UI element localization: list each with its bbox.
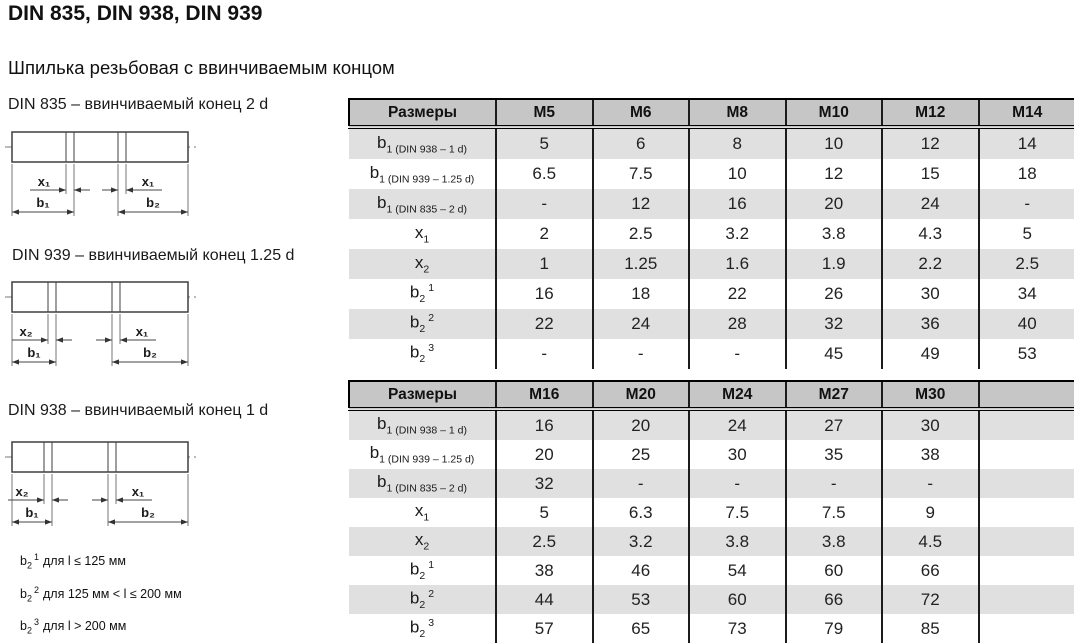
table-cell: 7.5 (593, 159, 690, 189)
table-cell: - (593, 339, 690, 369)
table-cell: 7.5 (689, 498, 786, 527)
size-column-header: M20 (593, 381, 690, 409)
table-cell: 3.8 (786, 527, 883, 556)
footnote (20, 617, 182, 636)
stud-drawing-din939 (4, 270, 336, 370)
dimension-column-header: Размеры (349, 381, 496, 409)
table-cell (979, 614, 1074, 643)
footnote-sup: 1 (33, 552, 39, 562)
size-column-header: M24 (689, 381, 786, 409)
table-head (349, 381, 1074, 409)
table-cell: 36 (882, 309, 979, 339)
table-cell: 16 (496, 279, 593, 309)
header-row (349, 381, 1074, 409)
table-cell: 26 (786, 279, 883, 309)
table-cell: 72 (882, 585, 979, 614)
table-row (349, 127, 1074, 159)
size-column-header (979, 381, 1074, 409)
table-row (349, 309, 1074, 339)
footnote-base: b (20, 586, 27, 601)
row-label-base: b (409, 283, 420, 303)
table-cell: 3.2 (689, 219, 786, 249)
table-cell: 85 (882, 614, 979, 643)
size-column-header: M27 (786, 381, 883, 409)
dim-label-left-x: x₁ (37, 174, 51, 189)
row-label-sub: 2 (423, 540, 430, 553)
table-row (349, 498, 1074, 527)
table-row (349, 585, 1074, 614)
table-cell: 30 (882, 409, 979, 440)
table-cell: 2.2 (882, 249, 979, 279)
row-label (349, 127, 496, 159)
footnote-sub: 2 (26, 625, 32, 636)
arrowhead (12, 519, 19, 524)
table-cell: 6.5 (496, 159, 593, 189)
table-cell: 18 (979, 159, 1074, 189)
row-label-sup: 1 (428, 282, 435, 295)
footnote-text: для l > 200 мм (42, 619, 127, 634)
table-cell: 24 (593, 309, 690, 339)
table-cell: 25 (593, 440, 690, 469)
table-cell: 18 (593, 279, 690, 309)
table-cell: 27 (786, 409, 883, 440)
table-cell: 5 (496, 498, 593, 527)
arrowhead (12, 359, 19, 364)
table-cell: 60 (786, 556, 883, 585)
arrowhead (56, 337, 63, 342)
size-column-header: M5 (496, 99, 593, 127)
footnote-base: b (20, 619, 27, 634)
row-label-sub: 1 (DIN 938 – 1 d) (386, 424, 467, 437)
stud-body (12, 132, 188, 162)
arrowhead (116, 497, 123, 502)
table-cell: 6.3 (593, 498, 690, 527)
row-label-sup: 3 (428, 342, 435, 355)
row-label-base: b (409, 559, 420, 579)
row-label-base: x (414, 501, 424, 521)
table-cell (979, 585, 1074, 614)
dim-label-b2: b₂ (143, 345, 157, 360)
table-cell: 49 (882, 339, 979, 369)
table-body (349, 409, 1074, 643)
row-label-base: x (414, 530, 424, 550)
table-cell: 53 (593, 585, 690, 614)
row-label-sup: 3 (428, 616, 435, 629)
row-label (349, 279, 496, 309)
stud-drawing-din835 (4, 120, 336, 220)
arrowhead (118, 209, 125, 214)
dim-label-b2: b₂ (141, 505, 155, 520)
row-label-sub: 2 (419, 293, 426, 306)
arrowhead (52, 497, 59, 502)
row-label-sub: 2 (419, 323, 426, 336)
table-cell: - (689, 469, 786, 498)
row-label-sub: 1 (423, 511, 430, 524)
row-label-sub: 1 (DIN 939 – 1.25 d) (379, 173, 475, 186)
table-head (349, 99, 1074, 127)
footnote-sup: 3 (33, 617, 39, 628)
row-label-sub: 1 (423, 233, 430, 246)
table-cell (979, 498, 1074, 527)
table-cell: 53 (979, 339, 1074, 369)
row-label (349, 498, 496, 527)
table-din-sizes-m16-m30 (348, 380, 1074, 643)
table-cell: - (496, 339, 593, 369)
arrowhead (74, 187, 81, 192)
table-cell: 4.5 (882, 527, 979, 556)
table-cell: 2.5 (979, 249, 1074, 279)
table-cell: 20 (786, 189, 883, 219)
row-label-sub: 2 (419, 570, 426, 583)
header-row (349, 99, 1074, 127)
table-row (349, 469, 1074, 498)
table-row (349, 189, 1074, 219)
row-label-base: b (376, 414, 387, 434)
table-row (349, 527, 1074, 556)
table-cell: 44 (496, 585, 593, 614)
row-label (349, 249, 496, 279)
row-label-sub: 2 (419, 628, 426, 641)
row-label-sup: 2 (428, 587, 435, 600)
table-cell: - (979, 189, 1074, 219)
row-label-base: b (376, 192, 387, 212)
row-label-sub: 1 (DIN 938 – 1 d) (386, 143, 467, 156)
table-cell: - (786, 469, 883, 498)
table-cell: 15 (882, 159, 979, 189)
table-cell: 32 (496, 469, 593, 498)
row-label (349, 189, 496, 219)
table-cell: 2.5 (593, 219, 690, 249)
dimension-column-header: Размеры (349, 99, 496, 127)
stud-body (12, 282, 188, 312)
size-column-header: M12 (882, 99, 979, 127)
footnote-sup: 2 (33, 584, 39, 595)
table-cell: - (496, 189, 593, 219)
size-column-header: M30 (882, 381, 979, 409)
arrowhead (181, 209, 188, 214)
row-label (349, 556, 496, 585)
arrowhead (101, 497, 108, 502)
arrowhead (126, 187, 133, 192)
table-cell: 2.5 (496, 527, 593, 556)
table-cell: 20 (496, 440, 593, 469)
table-cell (979, 556, 1074, 585)
row-label-base: b (409, 588, 420, 608)
arrowhead (45, 519, 52, 524)
table-row (349, 279, 1074, 309)
table-cell: 30 (689, 440, 786, 469)
footnote-base: b (20, 554, 27, 569)
row-label (349, 440, 496, 469)
table-cell: 2 (496, 219, 593, 249)
arrowhead (181, 359, 188, 364)
table-row (349, 409, 1074, 440)
dim-label-left-x: x₂ (19, 324, 33, 339)
row-label-sup: 2 (428, 312, 435, 325)
row-label-sub: 1 (DIN 939 – 1.25 d) (379, 453, 475, 466)
table-row (349, 159, 1074, 189)
table-body (349, 127, 1074, 369)
row-label-base: b (409, 617, 420, 637)
arrowhead (59, 187, 66, 192)
size-column-header: M14 (979, 99, 1074, 127)
row-label-base: b (369, 443, 380, 463)
table-row (349, 339, 1074, 369)
table-cell (979, 527, 1074, 556)
table-cell: 73 (689, 614, 786, 643)
table-cell: 1 (496, 249, 593, 279)
table-cell (979, 440, 1074, 469)
table-cell: 34 (979, 279, 1074, 309)
row-label-base: b (409, 313, 420, 333)
row-label (349, 339, 496, 369)
table-cell: 35 (786, 440, 883, 469)
table-cell: 66 (786, 585, 883, 614)
row-label-base: b (376, 472, 387, 492)
footnotes (20, 552, 182, 643)
dim-label-right-x: x₁ (131, 484, 145, 499)
table-cell: 1.9 (786, 249, 883, 279)
table-cell: 38 (882, 440, 979, 469)
dim-label-b1: b₁ (25, 505, 39, 520)
table-cell: 10 (786, 127, 883, 159)
table-cell: 1.25 (593, 249, 690, 279)
row-label (349, 409, 496, 440)
table-cell: 45 (786, 339, 883, 369)
table-cell: 5 (496, 127, 593, 159)
table-cell: 22 (496, 309, 593, 339)
section-label-din938: DIN 938 – ввинчиваемый конец 1 d (8, 402, 269, 419)
table-row (349, 614, 1074, 643)
table-cell: 57 (496, 614, 593, 643)
dim-label-b1: b₁ (36, 195, 50, 210)
arrowhead (181, 519, 188, 524)
row-label (349, 159, 496, 189)
footnote (20, 585, 182, 604)
table-cell: - (593, 469, 690, 498)
arrowhead (105, 337, 112, 342)
table-cell: 14 (979, 127, 1074, 159)
arrowhead (112, 359, 119, 364)
footnote-sub: 2 (26, 560, 32, 571)
table-row (349, 556, 1074, 585)
arrowhead (108, 519, 115, 524)
dim-label-b1: b₁ (27, 345, 41, 360)
row-label (349, 469, 496, 498)
table-cell: 30 (882, 279, 979, 309)
table-cell: 38 (496, 556, 593, 585)
row-label (349, 309, 496, 339)
section-label-din835: DIN 835 – ввинчиваемый конец 2 d (8, 96, 269, 113)
table-cell: 16 (689, 189, 786, 219)
table-cell: 12 (882, 127, 979, 159)
table-cell: 9 (882, 498, 979, 527)
table-cell: 3.8 (689, 527, 786, 556)
table-cell: 28 (689, 309, 786, 339)
section-label-din939: DIN 939 – ввинчиваемый конец 1.25 d (12, 247, 295, 264)
row-label-sub: 1 (DIN 835 – 2 d) (386, 482, 467, 495)
dim-label-left-x: x₂ (15, 484, 29, 499)
table-cell: 10 (689, 159, 786, 189)
dim-label-right-x: x₁ (135, 324, 149, 339)
table-cell: - (882, 469, 979, 498)
table-cell: 32 (786, 309, 883, 339)
arrowhead (41, 337, 48, 342)
page-title: DIN 835, DIN 938, DIN 939 (8, 2, 263, 25)
table-cell: 1.6 (689, 249, 786, 279)
table-cell: 46 (593, 556, 690, 585)
table-cell: 60 (689, 585, 786, 614)
arrowhead (37, 497, 44, 502)
table-cell: 66 (882, 556, 979, 585)
page-subtitle: Шпилька резьбовая с ввинчиваемым концом (8, 57, 395, 78)
arrowhead (120, 337, 127, 342)
table-cell: 8 (689, 127, 786, 159)
row-label-base: b (376, 132, 387, 152)
table-cell: 3.8 (786, 219, 883, 249)
row-label (349, 527, 496, 556)
table-cell: 3.2 (593, 527, 690, 556)
table-cell: 24 (882, 189, 979, 219)
row-label-sup: 1 (428, 558, 435, 571)
table-cell: 16 (496, 409, 593, 440)
row-label-sub: 1 (DIN 835 – 2 d) (386, 203, 467, 216)
table-row (349, 249, 1074, 279)
arrowhead (111, 187, 118, 192)
table-cell: 79 (786, 614, 883, 643)
row-label-base: x (414, 222, 424, 242)
table-cell: 54 (689, 556, 786, 585)
table-cell: 22 (689, 279, 786, 309)
stud-drawing-din938 (4, 430, 336, 530)
table-cell: 12 (786, 159, 883, 189)
table-cell: 5 (979, 219, 1074, 249)
table-cell (979, 409, 1074, 440)
table-cell: 6 (593, 127, 690, 159)
table-cell: 65 (593, 614, 690, 643)
table-cell: 12 (593, 189, 690, 219)
row-label (349, 585, 496, 614)
row-label-base: x (414, 252, 424, 272)
footnote (20, 552, 182, 571)
table-cell: 7.5 (786, 498, 883, 527)
table-din-sizes-m5-m14 (348, 98, 1074, 369)
row-label-base: b (409, 343, 420, 363)
size-column-header: M8 (689, 99, 786, 127)
size-column-header: M6 (593, 99, 690, 127)
row-label (349, 614, 496, 643)
footnote-sub: 2 (26, 593, 32, 604)
table-cell (979, 469, 1074, 498)
row-label (349, 219, 496, 249)
table-cell: 24 (689, 409, 786, 440)
stud-body (12, 442, 188, 472)
table-cell: - (689, 339, 786, 369)
dim-label-right-x: x₁ (141, 174, 155, 189)
row-label-sub: 2 (423, 263, 430, 276)
footnote-text: для l ≤ 125 мм (42, 554, 126, 569)
row-label-sub: 2 (419, 599, 426, 612)
size-column-header: M10 (786, 99, 883, 127)
table-cell: 40 (979, 309, 1074, 339)
table-row (349, 219, 1074, 249)
footnote-text: для 125 мм < l ≤ 200 мм (42, 586, 182, 601)
arrowhead (67, 209, 74, 214)
arrowhead (49, 359, 56, 364)
dim-label-b2: b₂ (146, 195, 160, 210)
table-cell: 4.3 (882, 219, 979, 249)
arrowhead (12, 209, 19, 214)
row-label-sub: 2 (419, 353, 426, 366)
size-column-header: M16 (496, 381, 593, 409)
table-row (349, 440, 1074, 469)
table-cell: 20 (593, 409, 690, 440)
row-label-base: b (369, 162, 380, 182)
